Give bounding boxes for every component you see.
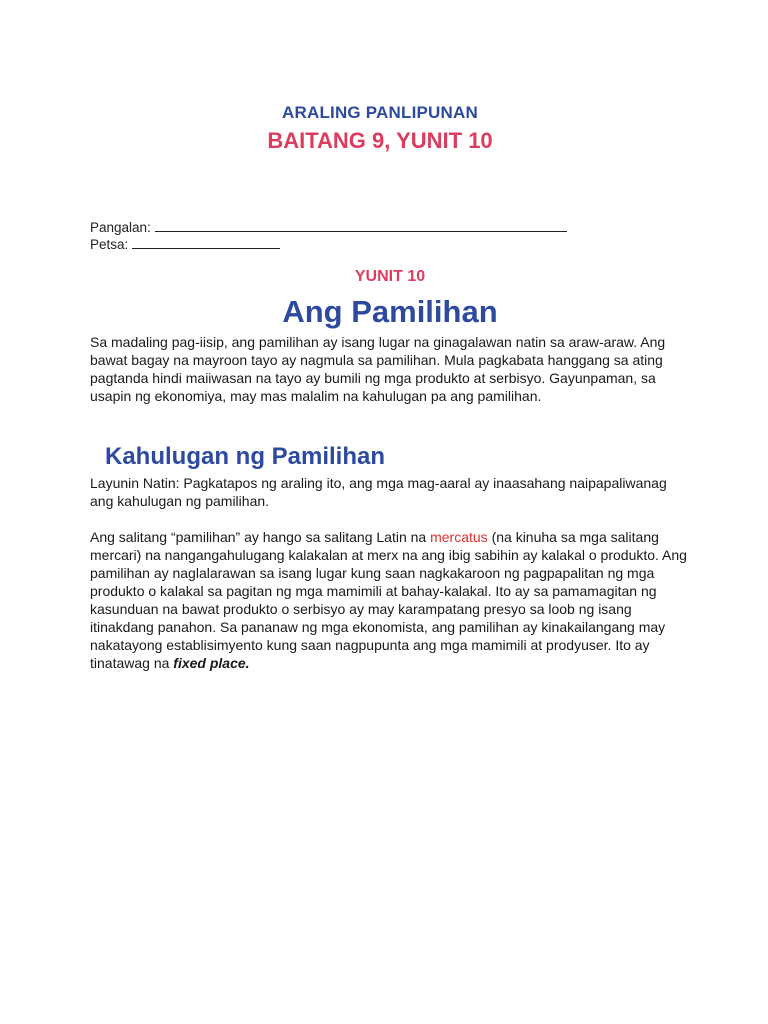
name-label: Pangalan:	[90, 220, 151, 235]
intro-paragraph: Sa madaling pag-iisip, ang pamilihan ay isang lugar na ginagalawan natin sa araw-araw. Ang bawat bagay na mayroon tayo ay nagmula sa pamilihan. Mula pagkabata hanggang sa ating pagtanda hindi maiiwasan na tayo ay bumili ng mga produkto at serbisyo. Gayunpaman, sa usapin ng ekonomiya, may mas malalim na kahulugan pa ang pamilihan.	[90, 334, 666, 404]
unit-label: YUNIT 10	[354, 268, 426, 285]
subject-heading: ARALING PANLIPUNAN	[282, 103, 478, 122]
mercatus-highlight: mercatus	[430, 529, 488, 545]
grade-heading: BAITANG 9, YUNIT 10	[267, 128, 493, 153]
definition-text-middle: (na kinuha sa mga salitang mercari) na nangangahulugang kalakalan at merx na ang ibig sabihin ay kalakal o produkto. Ang pamilihan ay naglalarawan sa isang lugar kung saan nagkakaroon ng pagpapalitan ng mga produkto o kalakal sa pagitan ng mga mamimili at bahay-kalakal. Ito ay sa pamamagitan ng kasunduan na bawat produkto o serbisyo ay may karampatang presyo sa loob ng isang itinakdang panahon. Sa pananaw ng mga ekonomista, ang pamilihan ay kinakailangang may nakatayong establisimyento kung saan nagpupunta ang mga mamimili at prodyuser. Ito ay tinatawag na	[90, 529, 687, 671]
date-field	[90, 235, 280, 252]
date-label: Petsa:	[90, 237, 129, 252]
objective-paragraph: Layunin Natin: Pagkatapos ng araling ito, ang mga mag-aaral ay inaasahang naipapaliwanag ang kahulugan ng pamilihan.	[90, 475, 667, 509]
definition-text-start: Ang salitang “pamilihan” ay hango sa salitang Latin na	[90, 529, 431, 545]
definition-paragraph	[90, 528, 690, 672]
section-title: Kahulugan ng Pamilihan	[105, 443, 386, 470]
name-field	[90, 218, 567, 235]
name-blank-line	[155, 218, 567, 232]
date-blank-line	[132, 235, 280, 249]
fixed-place-emphasis: fixed place.	[173, 655, 250, 671]
page-title: Ang Pamilihan	[282, 294, 498, 329]
